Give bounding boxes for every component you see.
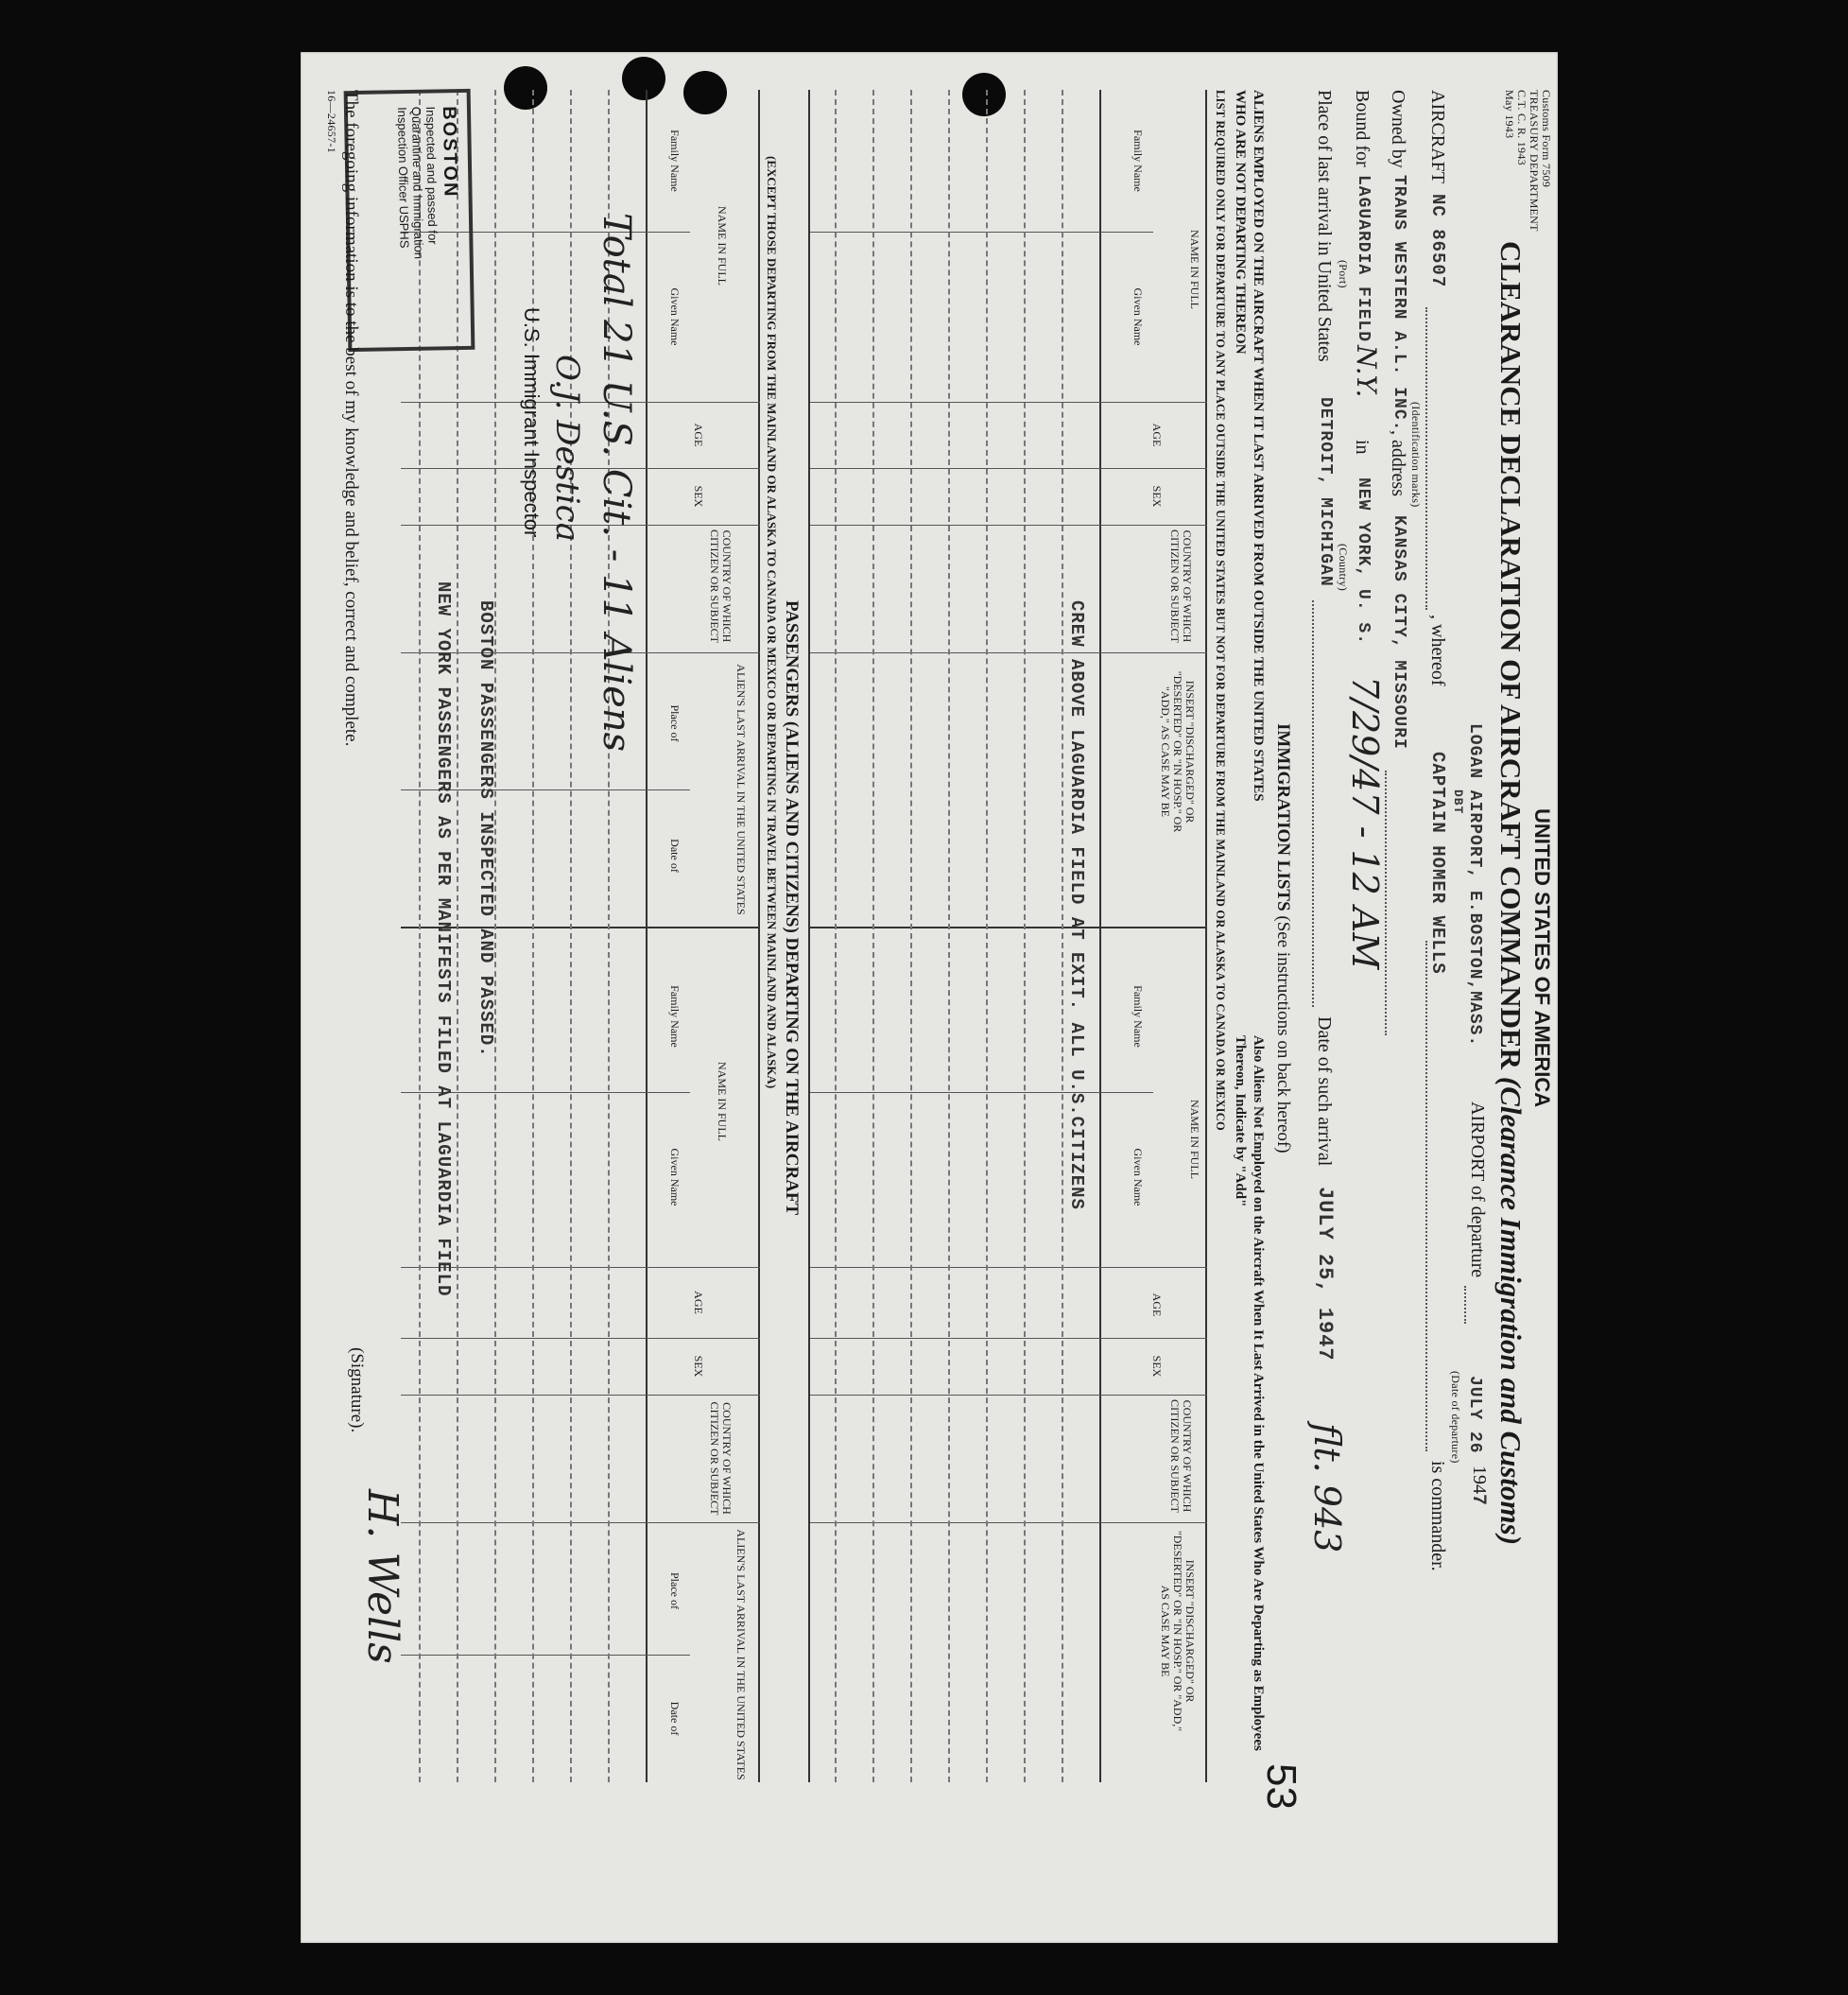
aircraft-value: NC 86507 [1427,194,1448,288]
stamp-line-3: Inspection Officer USPHS [394,106,412,249]
pcol-family-name: Family Name [668,130,682,192]
year-label: 194 [1469,1466,1490,1494]
stamp-ny-passengers: NEW YORK PASSENGERS AS PER MANIFESTS FILED AT LAGUARDIA FIELD [433,581,454,1297]
port-label: (Port) [1337,260,1350,288]
page-number: 53 [1258,1763,1304,1810]
airport-label: AIRPORT of departure [1467,1102,1488,1278]
commander-value-top: DBT [1451,789,1465,815]
initials-hand: O.J. Destica [548,355,586,542]
passengers-title: PASSENGERS (ALIENS AND CITIZENS) DEPARTING ON THE AIRCRAFT [782,600,802,1216]
crew-stamp: CREW ABOVE LAGUARDIA FIELD AT EXIT. ALL U.S.CITIZENS [1066,600,1087,1210]
col-name-in-full: NAME IN FULL [1188,230,1201,309]
col-family-name: Family Name [1131,130,1145,192]
footer-statement: The foregoing information is to the best of my knowledge and belief, correct and complete. [341,90,361,747]
pcol-name-in-full: NAME IN FULL [716,206,729,286]
col-sex-r: SEX [1150,1355,1164,1378]
pcol-date-of: Date of [668,839,682,873]
stamp-city: BOSTON [438,106,461,199]
bound-label: Bound for [1352,90,1373,167]
pcol-name-in-full-r: NAME IN FULL [716,1062,729,1141]
print-code: 16—24657-1 [325,90,338,153]
col-sex: SEX [1150,485,1164,508]
owned-label: Owned by [1388,90,1408,168]
rotated-form [325,71,1560,1924]
col-family-name-r: Family Name [1131,985,1145,1048]
stamp-line-1: Inspected and passed for [423,106,440,245]
pcol-aliens-last-arrival: ALIEN'S LAST ARRIVAL IN THE UNITED STATES [734,664,748,915]
flight-hand: flt. 943 [1306,1423,1348,1553]
inspector-label: U.S. Immigrant Inspector [520,307,544,538]
whereof-label: , whereof [1427,615,1448,686]
col-given-name: Given Name [1131,287,1145,346]
date-arrival-label: Date of such arrival [1314,1016,1335,1167]
commander-label: is commander. [1427,1461,1448,1571]
boston-quarantine-stamp [344,89,475,352]
col-name-in-full-r: NAME IN FULL [1188,1100,1201,1179]
pcol-aliens-last-arrival-r: ALIEN'S LAST ARRIVAL IN THE UNITED STATES [734,1529,748,1780]
pcol-family-name-r: Family Name [668,985,682,1048]
pcol-country: COUNTRY OF WHICH CITIZEN OR SUBJECT [708,529,734,643]
stamp-boston-passengers: BOSTON PASSENGERS INSPECTED AND PASSED. [475,600,496,1058]
form-department: TREASURY DEPARTMENT [1528,90,1541,232]
airport-value: LOGAN AIRPORT, E.BOSTON,MASS. [1465,723,1484,1048]
left-heading: ALIENS EMPLOYED ON THE AIRCRAFT WHEN IT LAST ARRIVED FROM OUTSIDE THE UNITED STATES WHO ARE NOT DEPARTING THEREON [1233,90,1266,802]
form-title: CLEARANCE DECLARATION OF AIRCRAFT COMMANDER [1494,241,1528,1070]
pcol-place-of-r: Place of [668,1572,682,1609]
form-number: Customs Form 7509 [1540,90,1553,188]
form-date: May 1943 [1503,90,1516,139]
pcol-given-name-r: Given Name [668,1148,682,1206]
date-arrival-value: JULY 25, 1947 [1313,1187,1337,1362]
col-insert: INSERT "DISCHARGED" OR "DESERTED" OR "IN HOSP." OR "ADD," AS CASE MAY BE [1159,670,1197,833]
address-label: , address [1388,430,1408,496]
col-country: COUNTRY OF WHICH CITIZEN OR SUBJECT [1168,529,1194,643]
form-title-paren: (Clearance Immigration and Customs) [1494,1076,1528,1546]
col-insert-r: INSERT "DISCHARGED" OR "DESERTED" OR "IN HOSP." OR "ADD," AS CASE MAY BE [1159,1530,1197,1732]
signature-hand: H. Wells [358,1489,406,1664]
pcol-date-of-r: Date of [668,1701,682,1736]
immigration-note: (See instructions on back hereof) [1273,915,1293,1154]
commander-value: CAPTAIN HOMER WELLS [1427,752,1448,975]
last-arrival-value: DETROIT, MICHIGAN [1316,397,1335,587]
bound-value: LAGUARDIA FIELD [1354,175,1373,343]
signature-label: (Signature). [347,1347,367,1433]
passengers-subtitle: (EXCEPT THOSE DEPARTING FROM THE MAINLAND OR ALASKA TO CANADA OR MEXICO OR DEPARTING IN TRAVEL BETWEEN MAINLAND AND ALASKA) [765,156,779,1089]
col-age-r: AGE [1150,1292,1164,1317]
bound-hand: N.Y. [1351,345,1382,398]
pcol-age-r: AGE [692,1291,705,1314]
pcol-given-name: Given Name [668,287,682,346]
aircraft-label: AIRCRAFT [1427,90,1448,183]
list-required-note: LIST REQUIRED ONLY FOR DEPARTURE TO ANY PLACE OUTSIDE THE UNITED STATES BUT NOT FOR DEPARTURE FROM THE MAINLAND OR ALASKA TO CANADA OR MEXICO [1214,90,1227,1131]
country-title: UNITED STATES OF AMERICA [1530,808,1554,1108]
pcol-country-r: COUNTRY OF WHICH CITIZEN OR SUBJECT [708,1401,734,1516]
owned-value: TRANS WESTERN A.L. INC. [1390,175,1408,432]
date-of-departure-label: (Date of departure) [1449,1371,1462,1464]
last-arrival-label: Place of last arrival in United States [1314,90,1335,362]
form-regulation: C.T. C. R. 1943 [1515,90,1528,165]
bound-date-hand: 7/29/47 - 12 AM [1344,676,1386,970]
year-digit: 7 [1467,1494,1489,1507]
pcol-place-of: Place of [668,704,682,742]
col-age: AGE [1150,423,1164,447]
departure-date-value: JULY 26 [1465,1376,1484,1454]
right-heading: Also Aliens Not Employed on the Aircraft When It Last Arrived in the United States Who Are Departing as Employees Thereon, Indicate by "Add" [1233,1035,1266,1751]
stamp-line-2: Quarantine and Immigration [408,106,426,260]
col-given-name-r: Given Name [1131,1148,1145,1206]
identification-label: (Identification marks) [1409,402,1423,508]
country-label: (Country) [1337,544,1350,592]
in-label: in [1352,440,1373,455]
pcol-age: AGE [692,423,705,447]
total-hand: Total 21 U.S. Cit. - 11 Aliens [595,213,638,753]
pcol-sex: SEX [692,485,705,508]
immigration-title: IMMIGRATION LISTS [1273,723,1293,911]
col-country-r: COUNTRY OF WHICH CITIZEN OR SUBJECT [1168,1399,1194,1513]
pcol-sex-r: SEX [692,1355,705,1378]
address-value: KANSAS CITY, MISSOURI [1390,515,1408,750]
in-value: NEW YORK, U. S. [1354,477,1373,646]
